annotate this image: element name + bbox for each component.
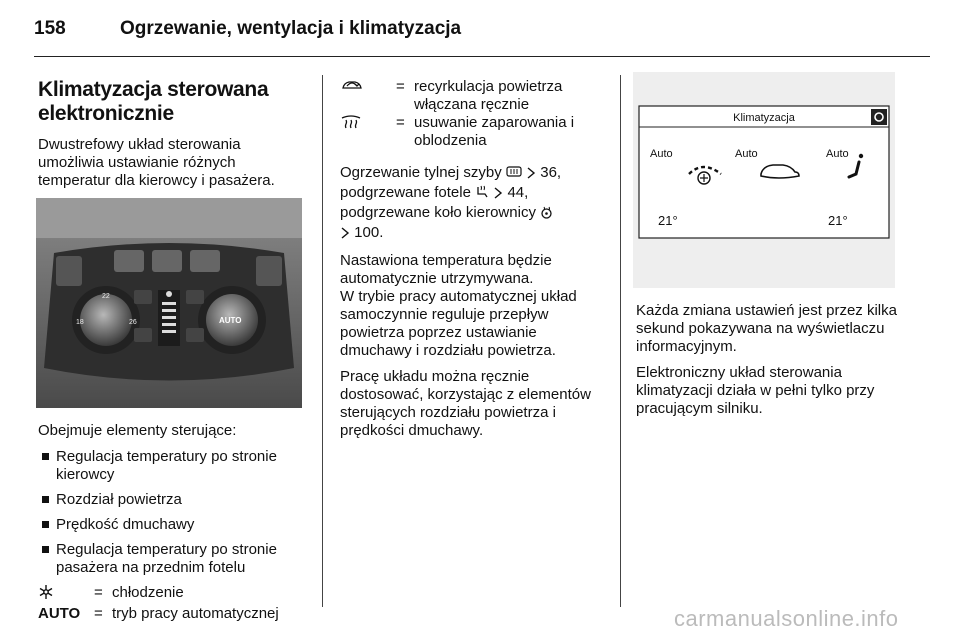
column-divider-2 bbox=[620, 75, 621, 607]
watermark: carmanualsonline.info bbox=[674, 606, 899, 631]
symbol-definitions bbox=[340, 78, 612, 150]
auto-symbol: AUTO bbox=[38, 605, 81, 622]
reference-arrow-icon bbox=[493, 186, 503, 204]
display-temp-right: 21° bbox=[828, 213, 848, 228]
column-1 bbox=[38, 78, 308, 623]
paragraph: Każda zmiana ustawień jest przez kilka sekund pokazywana na wyświetlaczu informacyjnym. bbox=[636, 302, 897, 355]
paragraph: W trybie pracy automatycznej układ samoczynnie reguluje przepływ powietrza poprzez ustawianie dmuchawy i rozdziału powietrza. bbox=[340, 288, 577, 359]
defrost-icon bbox=[340, 114, 396, 150]
heated-seat-icon bbox=[475, 185, 489, 204]
list-item: Regulacja temperatury po stronie kierowcy bbox=[38, 448, 308, 484]
rear-window-heat-icon bbox=[506, 166, 522, 184]
climate-control-panel-photo bbox=[36, 198, 302, 408]
display-auto-left: Auto bbox=[650, 148, 673, 160]
page-number: 158 bbox=[34, 18, 66, 39]
controls-intro: Obejmuje elementy sterujące: bbox=[38, 422, 237, 439]
heated-steering-wheel-icon bbox=[540, 206, 553, 224]
paragraph: Nastawiona temperatura będzie automatycznie utrzymywana. bbox=[340, 252, 552, 287]
paragraph: Elektroniczny układ sterowania klimatyzacji działa w pełni tylko przy pracującym silniku. bbox=[636, 364, 875, 417]
section-heading: Klimatyzacja sterowana elektronicznie bbox=[38, 78, 269, 125]
display-title: Klimatyzacja bbox=[733, 112, 795, 124]
recirculation-icon bbox=[340, 78, 396, 114]
air-vent-button bbox=[190, 250, 220, 272]
definition-row: AUTO = tryb pracy automatycznej bbox=[38, 605, 308, 623]
definition-row: = usuwanie zaparowania i oblodzenia bbox=[340, 114, 612, 150]
dial-label-26: 26 bbox=[129, 319, 137, 326]
info-display-illustration bbox=[633, 72, 895, 288]
definition-row: = chłodzenie bbox=[38, 584, 308, 605]
column-divider-1 bbox=[322, 75, 323, 607]
reference-arrow-icon bbox=[340, 226, 350, 244]
definition-text: tryb pracy automatycznej bbox=[112, 605, 279, 622]
page-reference[interactable]: 44, bbox=[507, 184, 529, 201]
intro-paragraph: Dwustrefowy układ sterowania umożliwia ustawianie różnych temperatur dla kierowcy i pasażera. bbox=[38, 136, 275, 189]
definition-text: recyrkulacja powietrza włączana ręcznie bbox=[414, 78, 563, 113]
dial-label-18: 18 bbox=[76, 319, 84, 326]
chapter-title: Ogrzewanie, wentylacja i klimatyzacja bbox=[120, 18, 462, 39]
dial-label-22: 22 bbox=[102, 293, 110, 300]
seat-heat-button bbox=[56, 256, 82, 286]
list-item: Regulacja temperatury po stronie pasażera na przednim fotelu bbox=[38, 541, 308, 577]
auto-label: AUTO bbox=[219, 316, 242, 325]
symbol-definitions bbox=[38, 584, 308, 623]
driver-temp-dial bbox=[80, 294, 132, 346]
air-vent-button bbox=[114, 250, 144, 272]
column-2 bbox=[340, 78, 612, 448]
reference-arrow-icon bbox=[526, 166, 536, 184]
air-vent-button bbox=[152, 250, 182, 272]
header-rule bbox=[34, 56, 930, 57]
definition-row: = recyrkulacja powietrza włączana ręcznie bbox=[340, 78, 612, 114]
paragraph: Pracę układu można ręcznie dostosować, korzystając z elementów sterujących rozdziału powietrza i prędkości dmuchawy. bbox=[340, 368, 591, 439]
column-3 bbox=[636, 78, 906, 426]
list-item: Prędkość dmuchawy bbox=[38, 516, 308, 534]
page-reference[interactable]: 100. bbox=[354, 224, 384, 241]
definition-text: chłodzenie bbox=[112, 584, 184, 601]
display-temp-left: 21° bbox=[658, 213, 678, 228]
snowflake-icon bbox=[38, 584, 94, 605]
display-auto-mid: Auto bbox=[735, 148, 758, 160]
definition-text: usuwanie zaparowania i oblodzenia bbox=[414, 114, 575, 149]
settings-icon bbox=[871, 109, 887, 125]
controls-list bbox=[38, 448, 308, 577]
page-header bbox=[34, 14, 928, 48]
display-auto-right: Auto bbox=[826, 148, 849, 160]
list-item: Rozdział powietrza bbox=[38, 491, 308, 509]
page-reference[interactable]: 36, bbox=[540, 164, 562, 181]
seat-heat-button bbox=[256, 256, 282, 286]
heating-references: Ogrzewanie tylnej szyby 36, podgrzewane fotele 44, podgrzewane koło kierownicy 100. bbox=[340, 164, 612, 244]
